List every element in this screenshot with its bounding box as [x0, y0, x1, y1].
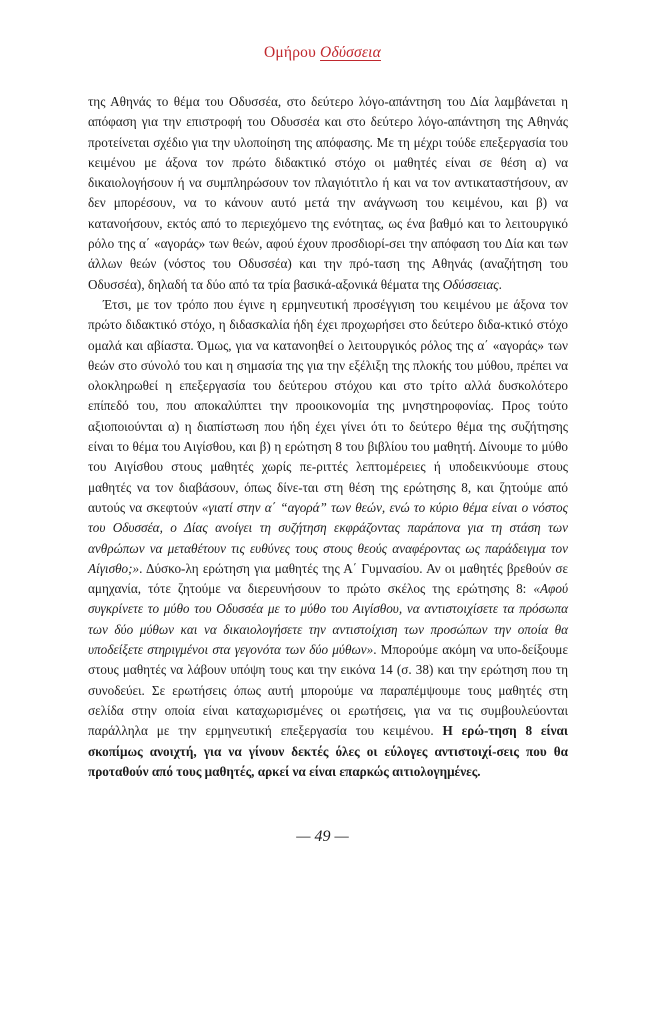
paragraph	[88, 92, 568, 295]
text-run: . Μπορούμε ακόμη να υπο-δείξουμε στους μαθητές να λάβουν υπόψη τους και την εικόνα 14 (σ. 38) και την ερώτηση που τη συνοδεύει. Σε ερωτήσεις όπως αυτή μπορούμε να παραπέμψουμε τους μαθητές στη σελίδα στην οποία είναι καταχωρισμένες οι ερωτήσεις, για να τις συμβουλεύονται παράλληλα με την ερμηνευτική επεξεργασία του κειμένου.	[88, 642, 568, 739]
text-run: Έτσι, με τον τρόπο που έγινε η ερμηνευτική προσέγγιση του κειμένου με άξονα τον πρώτο διδακτικό στόχο, η διδασκαλία ήδη έχει προχωρήσει στο δεύτερο διδα-κτικό στόχο ομαλά και αβίαστα. Όμως, για να κατανοηθεί ο λειτουργικός ρόλος της α΄ «αγοράς» των θεών στο σύνολό του και η σημασία της για την εξέλιξη της πλοκής του μύθου, πρέπει να ολοκληρωθεί η επεξεργασία του δεύτερου στόχου και στο τρίτο αλλά δυσκολότερο επίπεδό του, που αποκαλύπτει την προοικονομία της μνηστηροφονίας. Προς τούτο αξιοποιούνται α) η διαπίστωση που ήδη έχει γίνει ότι το δεύτερο θέμα της συζήτησης είναι το θέμα του Αιγίσθου, και β) η ερώτηση 8 του βιβλίου του μαθητή. Δίνουμε το μύθο του Αιγίσθου στους μαθητές χωρίς πε-ριττές λεπτομέρειες ή υποδεικνύουμε στους μαθητές να τον διαβάσουν, όπως δίνε-ται στη θέση της ερώτησης 8, και ζητούμε από αυτούς να σκεφτούν	[88, 296, 568, 515]
paragraph	[88, 295, 568, 782]
text-run: .	[498, 276, 502, 292]
text-run: . Δύσκο-λη ερώτηση για μαθητές της Α΄ Γυμνασίου. Αν οι μαθητές βρεθούν σε αμηχανία, τότε ζητούμε να διερευνήσουν το πρώτο σκέλος της ερώτησης 8:	[88, 560, 568, 597]
page-number: — 49 —	[296, 828, 349, 845]
italic-text: Οδύσσειας	[442, 276, 499, 292]
header-work-title: Οδύσσεια	[320, 44, 381, 61]
text-run: της Αθηνάς το θέμα του Οδυσσέα, στο δεύτερο λόγο-απάντηση του Δία λαμβάνεται η απόφαση για την επιστροφή του Οδυσσέα και στο δεύτερο λόγο-απάντηση της Αθηνάς προτείνεται σχέδιο για την υλοποίηση της απόφασης. Με τη μέχρι τούδε επεξεργασία του κειμένου με άξονα τον πρώτο διδακτικό στόχο οι μαθητές είναι σε θέση α) να δικαιολογήσουν ή να συμπληρώσουν τον πλαγιότιτλο ή και να τον αντικαταστήσουν, αν δεν μπορέσουν, να το κάνουν αυτό μετά την ανάγνωση του κειμένου, και β) να κατανοήσουν, εκτός από το περιεχόμενο της ενότητας, ως ένα βαθμό και το λειτουργικό ρόλο της α΄ «αγοράς» των θεών, αφού έχουν προσδιορί-σει την απόφαση του Δία και των άλλων θεών (νόστος του Οδυσσέα) και την πρό-ταση της Αθηνάς (αναζήτηση του Οδυσσέα), δηλαδή τα δύο από τα τρία βασικά-αξονικά θέματα της	[88, 94, 568, 292]
body-text	[88, 92, 568, 782]
italic-text: «Αφού συγκρίνετε το μύθο του Οδυσσέα με το μύθο του Αιγίσθου, να αντιστοιχίσετε τα πρόσωπα των δύο μύθων και να δικαιολογήσετε την αντιστοίχιση των προσώπων την οποία θα υποδείξετε στηριγμένοι στα γεγονότα των δύο μύθων»	[88, 581, 568, 658]
italic-text: «γιατί στην α΄ “αγορά” των θεών, ενώ το κύριο θέμα είναι ο νόστος του Οδυσσέα, ο Δίας ανοίγει τη συζήτηση εκφράζοντας παράπονα για τη στάση των ανθρώπων να μεταθέτουν τις ευθύνες τους στους θεούς αναφέροντας ως παράδειγμα τον Αίγισθο;»	[88, 499, 569, 576]
bold-text: Η ερώ-τηση 8 είναι σκοπίμως ανοιχτή, για να γίνουν δεκτές όλες οι εύλογες αντιστοιχί-σεις που θα προταθούν από τους μαθητές, αρκεί να είναι επαρκώς αιτιολογημένες.	[88, 723, 568, 779]
running-header	[0, 44, 645, 62]
header-author: Ομήρου	[264, 44, 316, 61]
